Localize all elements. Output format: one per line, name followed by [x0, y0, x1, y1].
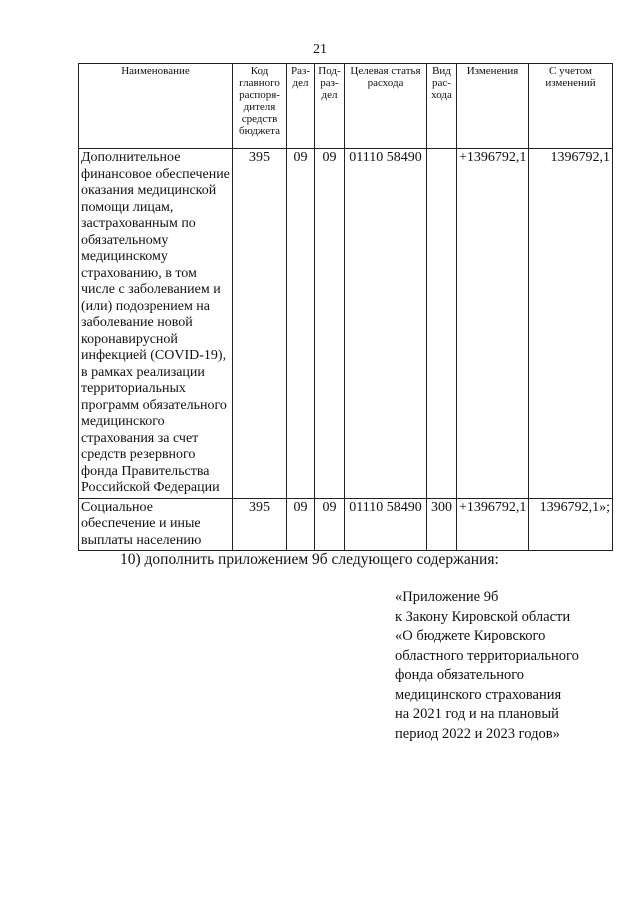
header-changes: Изменения — [457, 64, 529, 149]
row-type: 300 — [427, 498, 457, 551]
row-changes: +1396792,1 — [457, 498, 529, 551]
annex-line: к Закону Кировской области — [395, 608, 571, 625]
row-subsection: 09 — [315, 498, 345, 551]
row-section: 09 — [287, 498, 315, 551]
row-name: Социальное обеспечение и иные выплаты населению — [79, 498, 233, 551]
row-changes: +1396792,1 — [457, 149, 529, 499]
annex-line: «О бюджете Кировского — [395, 628, 546, 644]
annex-line: «Приложение 9б — [395, 589, 499, 605]
table-header-row — [79, 64, 613, 149]
annex-line: на 2021 год и на плановый — [395, 706, 559, 722]
header-name: Наименование — [79, 64, 233, 149]
row-type — [427, 149, 457, 499]
header-type: Вид рас-хода — [427, 64, 457, 149]
annex-heading — [395, 588, 625, 744]
header-target: Целевая статья расхода — [345, 64, 427, 149]
header-total: С учетом изменений — [529, 64, 613, 149]
table-row — [79, 498, 613, 551]
annex-line: фонда обязательного — [395, 667, 525, 683]
row-target: 01110 58490 — [345, 149, 427, 499]
budget-table — [78, 63, 613, 551]
row-code: 395 — [233, 149, 287, 499]
row-total: 1396792,1 — [529, 149, 613, 499]
header-section: Раз-дел — [287, 64, 315, 149]
annex-line: период 2022 и 2023 годов» — [395, 725, 560, 742]
annex-line: медицинского страхования — [395, 686, 562, 703]
row-code: 395 — [233, 498, 287, 551]
header-subsection: Под-раз-дел — [315, 64, 345, 149]
amendment-paragraph: 10) дополнить приложением 9б следующего содержания: — [120, 551, 499, 568]
annex-line: областного территориального — [395, 647, 579, 664]
row-target: 01110 58490 — [345, 498, 427, 551]
page-number: 21 — [313, 42, 327, 57]
row-section: 09 — [287, 149, 315, 499]
header-code: Код главного распоря-дителя средств бюджета — [233, 64, 287, 149]
row-name: Дополнительное финансовое обеспечение оказания медицинской помощи лицам, застрахованным по обязательному медицинскому страхованию, в том числе с заболеванием и (или) подозрением на заболевание новой коронавирусной инфекцией (COVID-19), в рамках реализации территориальных программ обязательного медицинского страхования за счет средств резервного фонда Правительства Российской Федерации — [79, 149, 233, 499]
row-subsection: 09 — [315, 149, 345, 499]
table-row — [79, 149, 613, 499]
row-total: 1396792,1»; — [529, 498, 613, 551]
